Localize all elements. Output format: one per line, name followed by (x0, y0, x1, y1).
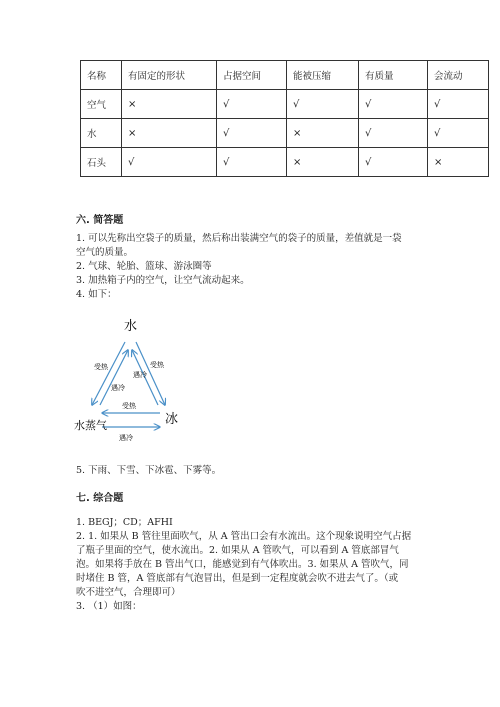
header-cell: 能被压缩 (287, 61, 359, 90)
diagram-label: 遇冷 (133, 371, 147, 379)
table-row (81, 119, 489, 148)
answer-line: 空气的质量。 (76, 247, 134, 258)
row-label: 水 (81, 119, 122, 148)
answer-line: 了瓶子里面的空气，使水流出。2. 如果从 A 管吹气，可以看到 A 管底部冒气 (76, 545, 399, 556)
header-cell: 名称 (81, 61, 122, 90)
water-cycle-diagram (70, 315, 200, 450)
answer-line: 2. 气球、轮胎、篮球、游泳圈等 (76, 261, 212, 272)
table-cell: × (428, 148, 489, 177)
table-row (81, 148, 489, 177)
table-cell: √ (428, 119, 489, 148)
properties-table (80, 60, 489, 177)
diagram-label: 遇冷 (119, 434, 133, 442)
header-cell: 占据空间 (217, 61, 287, 90)
answer-line: 时堵住 B 管，A 管底部有气泡冒出，但是到一定程度就会吹不进去气了。（或 (76, 573, 399, 584)
header-cell: 有质量 (359, 61, 428, 90)
table-cell: √ (287, 90, 359, 119)
answer-line: 5. 下雨、下雪、下冰雹、下雾等。 (76, 465, 222, 476)
answer-line: 1. 可以先称出空袋子的质量，然后称出装满空气的袋子的质量，差值就是一袋 (76, 233, 402, 244)
answer-line: 吹不进空气，合理即可） (76, 587, 181, 598)
table-cell: × (287, 148, 359, 177)
table-header-row (81, 61, 489, 90)
diagram-label: 遇冷 (111, 384, 125, 392)
table-cell: √ (122, 148, 217, 177)
table-cell: √ (359, 119, 428, 148)
answer-line: 4. 如下： (76, 289, 117, 300)
answer-line: 2. 1. 如果从 B 管往里面吹气，从 A 管出口会有水流出。这个现象说明空气占据 (76, 531, 412, 542)
answer-line: 3. （1）如图： (76, 601, 142, 612)
header-cell: 有固定的形状 (122, 61, 217, 90)
table-row (81, 90, 489, 119)
table-cell: √ (359, 148, 428, 177)
table-cell: × (122, 90, 217, 119)
table-cell: √ (359, 90, 428, 119)
table-cell: √ (217, 90, 287, 119)
row-label: 石头 (81, 148, 122, 177)
diagram-label: 受热 (150, 361, 164, 369)
table-cell: √ (217, 119, 287, 148)
diagram-node-ice: 冰 (165, 412, 179, 427)
answer-line: 泡。如果将手放在 B 管出气口，能感觉到有气体吹出。3. 如果从 A 管吹气，同 (76, 559, 409, 570)
answer-line: 1. BEGJ；CD；AFHI (76, 517, 173, 528)
answer-line: 3. 加热箱子内的空气，让空气流动起来。 (76, 275, 250, 286)
table-cell: × (287, 119, 359, 148)
diagram-node-vapor: 水蒸气 (74, 419, 107, 432)
table-cell: × (122, 119, 217, 148)
diagram-label: 受热 (94, 363, 108, 371)
table-cell: √ (217, 148, 287, 177)
table-cell: √ (428, 90, 489, 119)
header-cell: 会流动 (428, 61, 489, 90)
section-7-title: 七. 综合题 (76, 493, 124, 504)
row-label: 空气 (81, 90, 122, 119)
diagram-label: 受热 (122, 402, 136, 410)
section-6-title: 六. 简答题 (76, 215, 124, 226)
diagram-node-water: 水 (124, 319, 138, 334)
